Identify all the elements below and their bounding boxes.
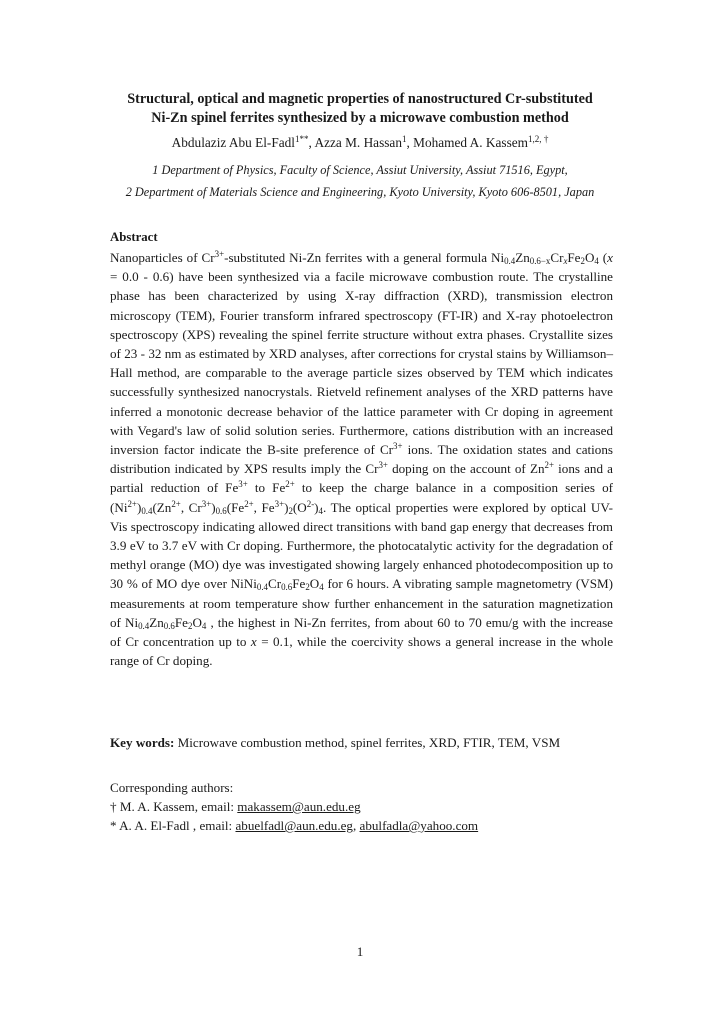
author-name: Abdulaziz Abu El-Fadl — [171, 135, 295, 150]
title-line-1: Structural, optical and magnetic properties of nanostructured Cr-substituted — [127, 91, 593, 107]
email-link-kassem[interactable]: makassem@aun.edu.eg — [237, 799, 361, 814]
page-number: 1 — [356, 944, 364, 959]
author-name: Azza M. Hassan — [314, 135, 402, 150]
author-name: Mohamed A. Kassem — [413, 135, 529, 150]
corresponding-authors — [110, 778, 620, 835]
keywords — [110, 733, 620, 752]
affiliation-2: 2 Department of Materials Science and Engineering, Kyoto University, Kyoto 606-8501, Japan — [125, 185, 595, 199]
abstract-body: Nanoparticles of $Cr^{3+}$-substituted Ni-Zn ferrites with a general formula $Ni_{0.4}Zn_{0.6-x}Cr_xFe_2O_4$ (x = 0.0 - 0.6) have been synthesized via a facile microwave combustion route. The crystalline phase has been characterized by using X-ray diffraction (XRD), transmission electron microscopy (TEM), Fourier transform infrared spectroscopy (FT-IR) and X-ray photoelectron spectroscopy (XPS) revealing the spinel ferrite structure without extra phases. Crystallite sizes of 23 - 32 nm as estimated by XRD analyses, after corrections for crystal stains by Williamson–Hall method, are comparable to the average particle sizes observed by TEM which indicates successfully synthesized nanocrystals. Rietveld refinement analyses of the XRD patterns have inferred a monotonic decrease behavior of the lattice parameter with Cr doping in agreement with Vegard's law of solid solution series. Furthermore, cations distribution with an increased inversion factor indicate the B-site preference of $Cr^{3+}$ ions. The oxidation states and cations distribution indicated by XPS results imply the $Cr^{3+}$ doping on the account of $Zn^{2+}$ ions and a partial reduction of $Fe^{3+}$ to $Fe^{2+}$ to keep the charge balance in a composition series of $(Ni^{2+})_{0.4}(Zn^{2+}$, $Cr^{3+})_{0.6}(Fe^{2+}$, $Fe^{3+})_2(O^{2-})_4$. The optical properties were explored by optical UV-Vis spectroscopy indicating allowed direct transitions with band gap energy that decreases from 3.9 eV to 3.7 eV with Cr doping. Furthermore, the photocatalytic activity for the degradation of methyl orange (MO) dye was investigated showing largely enhanced photodecomposition up to 30 % of MO dye over $NiNi_{0.4}Cr_{0.6}Fe_2O_4$ for 6 hours. A vibrating sample magnetometry (VSM) measurements at room temperature show further enhancement in the saturation magnetization of $Ni_{0.4}Zn_{0.6}Fe_2O_4$ , the highest in Ni-Zn ferrites, from about 60 to 70 emu/g with the increase of Cr concentration up to x = 0.1, while the coercivity shows a general increase in the whole range of Cr doping. — [110, 249, 614, 669]
keywords-label: Key words: — [110, 735, 175, 750]
corresponding-author-1: † M. A. Kassem, email: makassem@aun.edu.eg — [110, 799, 361, 814]
email-link-abulfadla[interactable]: abulfadla@yahoo.com — [359, 818, 479, 833]
abstract-heading: Abstract — [110, 230, 158, 244]
email-link-abuelfadl[interactable]: abuelfadl@aun.edu.eg — [235, 818, 353, 833]
author-mark: 1 — [401, 134, 407, 145]
affiliation-1: 1 Department of Physics, Faculty of Science, Assiut University, Assiut 71516, Egypt, — [152, 163, 568, 177]
corresponding-author-2: * A. A. El-Fadl , email: abuelfadl@aun.edu.eg, abulfadla@yahoo.com — [110, 818, 479, 833]
author-list: Abdulaziz Abu El-Fadl$^{1**}$, Azza M. Hassan$^1$, Mohamed A. Kassem$^{1,2, \dagger}$ — [171, 134, 549, 150]
paper-title — [100, 90, 620, 128]
corresponding-label: Corresponding authors: — [110, 780, 234, 795]
keywords-text: Microwave combustion method, spinel ferrites, XRD, FTIR, TEM, VSM — [174, 735, 561, 750]
title-line-2: Ni-Zn spinel ferrites synthesized by a microwave combustion method — [151, 110, 569, 126]
author-mark: 1** — [295, 134, 309, 145]
author-mark: 1,2, † — [528, 134, 549, 145]
